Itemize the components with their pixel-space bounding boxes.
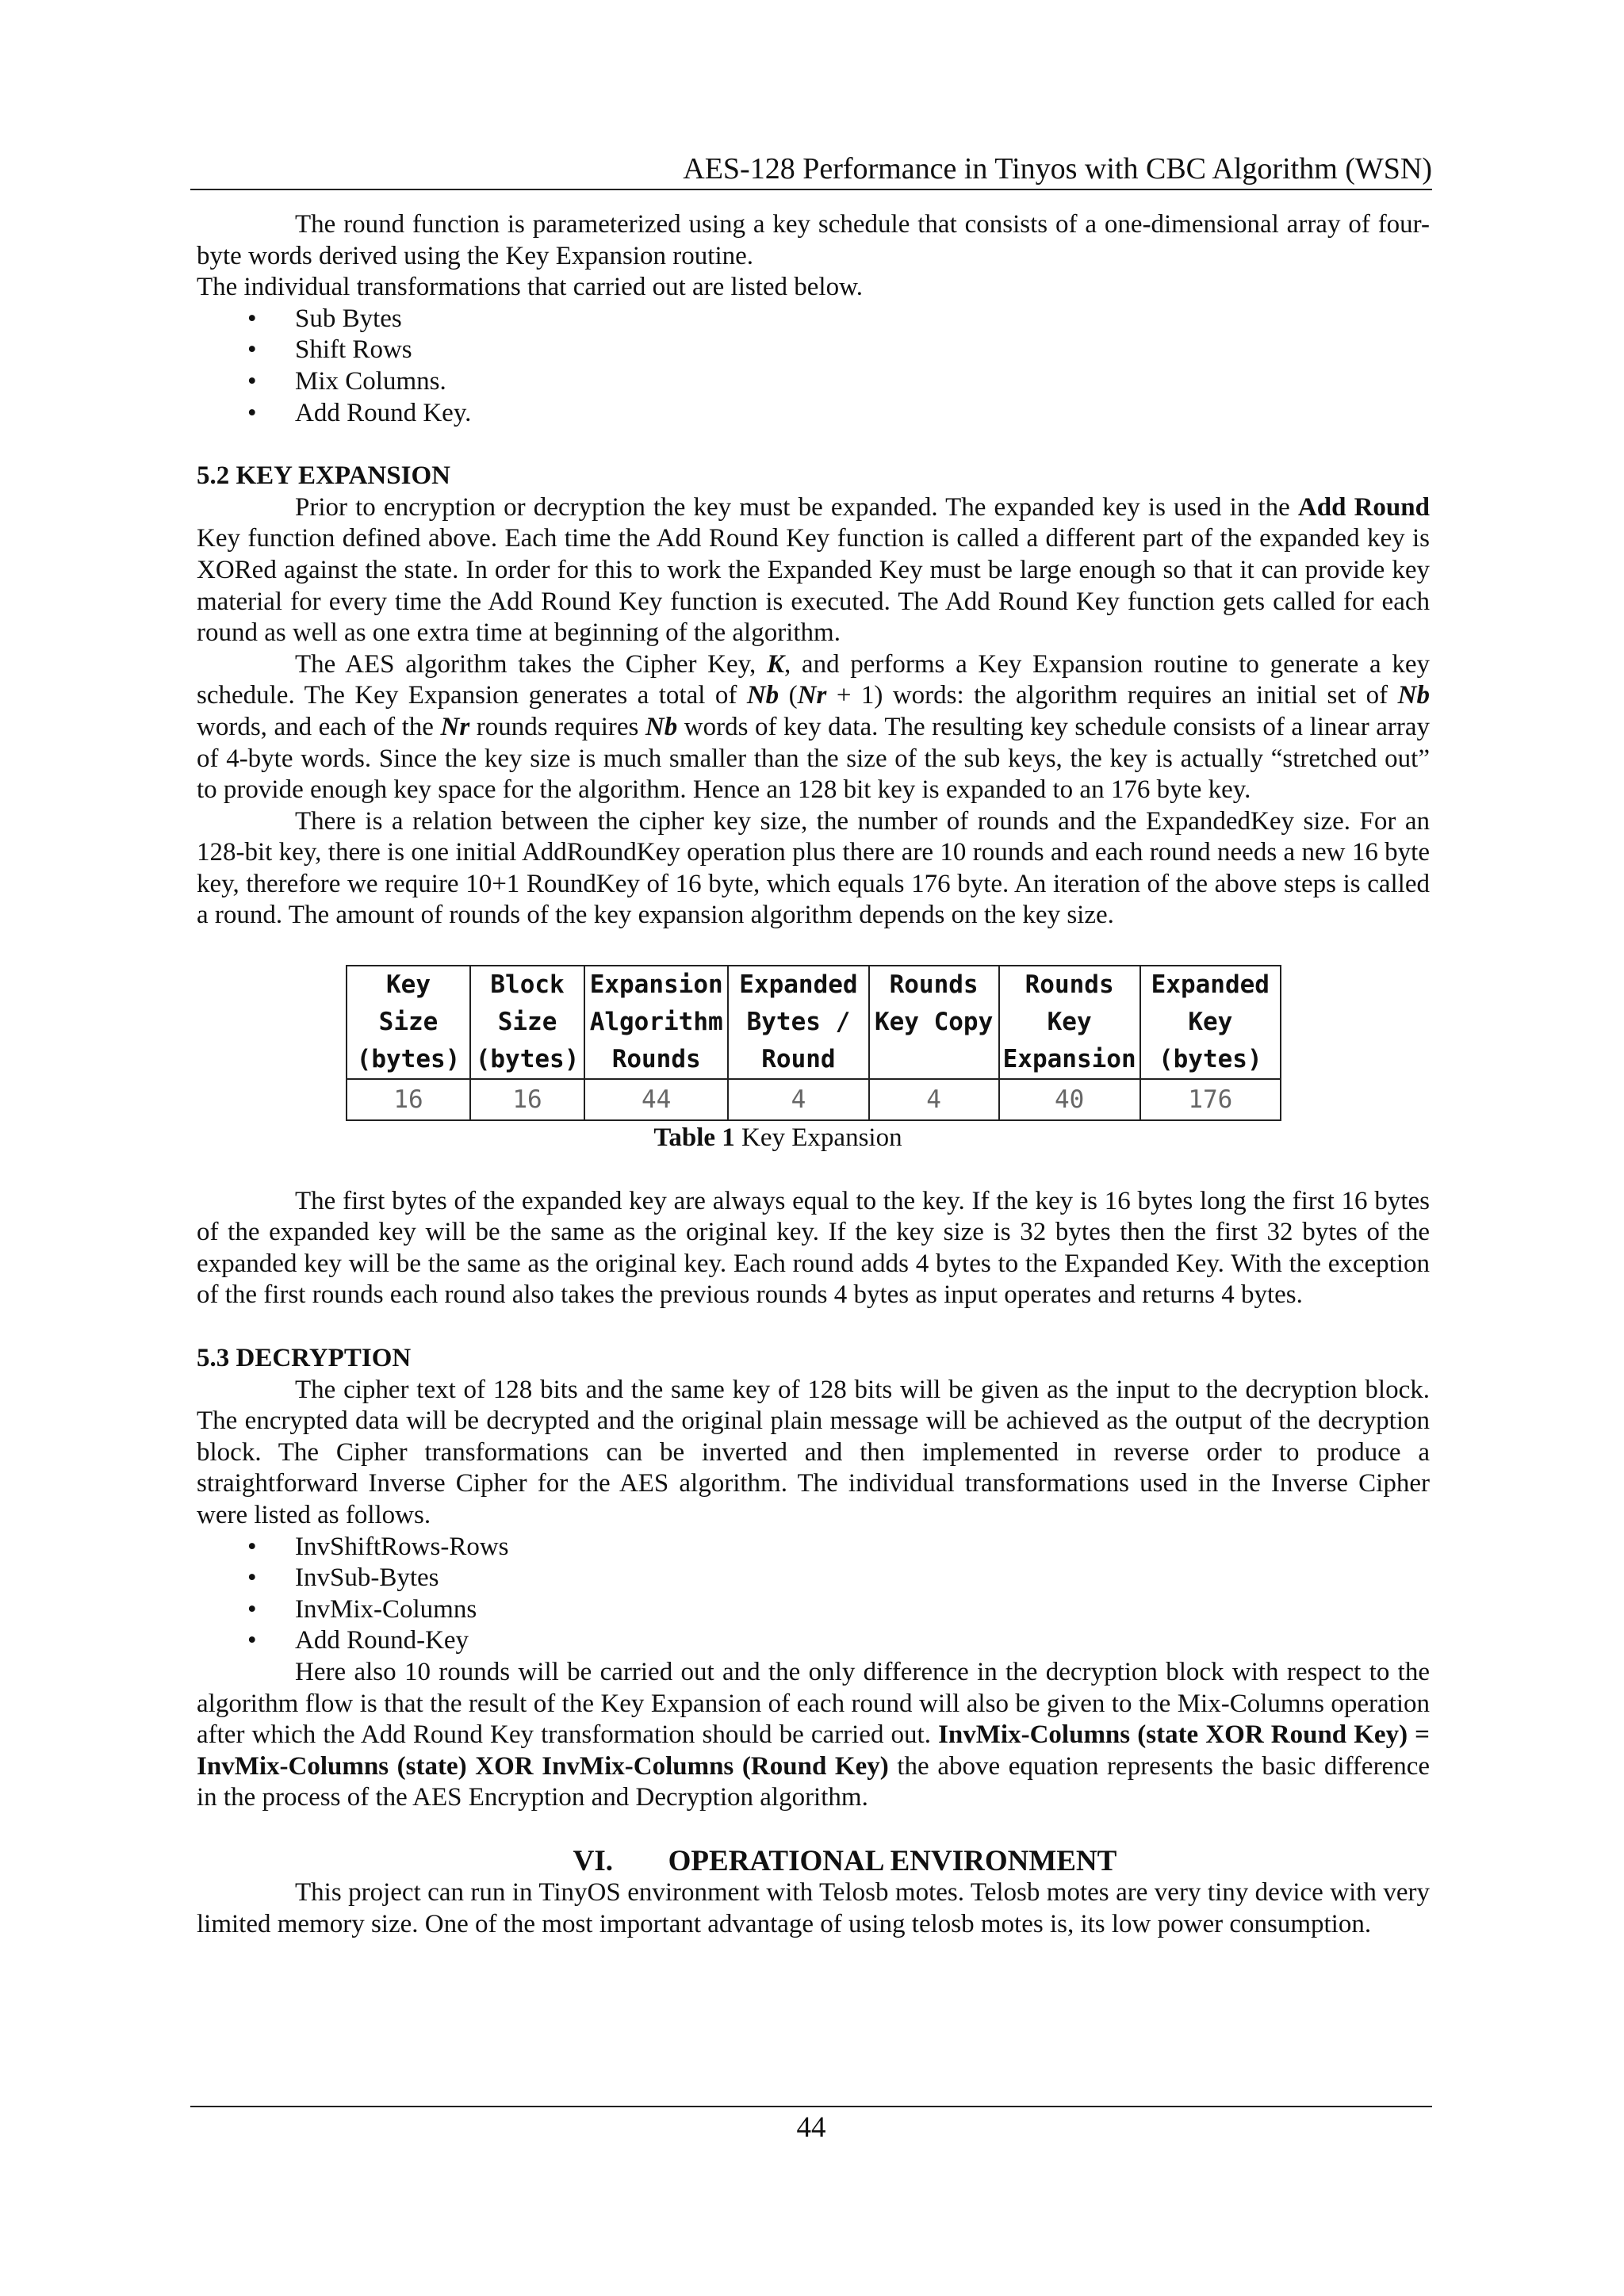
table-header-cell: Block Size (bytes) bbox=[470, 966, 584, 1079]
key-expansion-paragraph-3: There is a relation between the cipher key size, the number of rounds and the ExpandedKey size. For an 128-bit key, there is one initial AddRoundKey operation plus there are 10 rounds and each round needs a new 16 byte key, therefore we require 10+1 RoundKey of 16 byte, which equals 176 byte. An iteration of the above steps is called a round. The amount of rounds of the key expansion algorithm depends on the key size. bbox=[197, 806, 1430, 930]
table-header-cell: Rounds Key Copy bbox=[869, 966, 999, 1079]
bullet-icon: • bbox=[247, 335, 257, 365]
running-header: AES-128 Performance in Tinyos with CBC Algorithm (WSN) bbox=[190, 151, 1432, 190]
table-cell: 4 bbox=[869, 1079, 999, 1120]
list-item bbox=[197, 1563, 1430, 1594]
key-expansion-table bbox=[346, 965, 1281, 1121]
bullet-icon: • bbox=[247, 1563, 257, 1593]
key-expansion-paragraph-2: The AES algorithm takes the Cipher Key, K, and performs a Key Expansion routine to generate a key schedule. The Key Expansion generates a total of Nb (Nr + 1) words: the algorithm requires an initial set of Nb words, and each of the Nr rounds requires Nb words of key data. The resulting key schedule consists of a linear array of 4-byte words. Since the key size is much smaller than the size of the sub keys, the key is actually “stretched out” to provide enough key space for the algorithm. Hence an 128 bit key is expanded to an 176 byte key. bbox=[197, 649, 1431, 805]
bullet-icon: • bbox=[247, 366, 257, 396]
list-item bbox=[197, 304, 1430, 335]
table-header-cell: Expanded Bytes / Round bbox=[728, 966, 868, 1079]
list-item-label: Sub Bytes bbox=[295, 304, 402, 333]
list-item-label: InvSub-Bytes bbox=[295, 1563, 439, 1593]
page-body bbox=[197, 209, 1430, 1940]
list-item-label: InvMix-Columns bbox=[295, 1594, 477, 1624]
inverse-transformation-list bbox=[197, 1532, 1430, 1657]
table-cell: 16 bbox=[470, 1079, 584, 1120]
list-item-label: Add Round-Key bbox=[295, 1626, 469, 1655]
section-heading-decryption: 5.3 DECRYPTION bbox=[197, 1344, 412, 1373]
table-header-cell: Expansion Algorithm Rounds bbox=[584, 966, 728, 1079]
list-item bbox=[197, 398, 1430, 430]
bullet-icon: • bbox=[247, 398, 257, 427]
list-item-label: Shift Rows bbox=[295, 335, 412, 365]
table-cell: 16 bbox=[347, 1079, 470, 1120]
bullet-icon: • bbox=[247, 1594, 257, 1624]
intro-paragraph-2: The individual transformations that carried out are listed below. bbox=[197, 273, 864, 302]
table-header-cell: Rounds Key Expansion bbox=[999, 966, 1140, 1079]
bullet-icon: • bbox=[247, 1532, 257, 1561]
list-item bbox=[197, 1532, 1430, 1563]
list-item-label: Add Round Key. bbox=[295, 398, 472, 427]
list-item bbox=[197, 366, 1430, 398]
list-item bbox=[197, 335, 1430, 366]
list-item bbox=[197, 1625, 1430, 1657]
table-header-cell: Expanded Key (bytes) bbox=[1140, 966, 1281, 1079]
footer-rule bbox=[190, 2106, 1432, 2107]
section-heading-operational-environment: VI. OPERATIONAL ENVIRONMENT bbox=[573, 1844, 1117, 1877]
table-cell: 40 bbox=[999, 1079, 1140, 1120]
decryption-paragraph-2: Here also 10 rounds will be carried out and the only difference in the decryption block with respect to the algorithm flow is that the result of the Key Expansion of each round will also be given to the Mix-Columns operation after which the Add Round Key transformation should be carried out. InvMix-Columns (state XOR Round Key) = InvMix-Columns (state) XOR InvMix-Columns (Round Key) the above equation represents the basic difference in the process of the AES Encryption and Decryption algorithm. bbox=[197, 1657, 1430, 1812]
list-item-label: Mix Columns. bbox=[295, 366, 446, 396]
table-row bbox=[347, 1079, 1281, 1120]
key-expansion-paragraph-4: The first bytes of the expanded key are always equal to the key. If the key is 16 bytes long the first 16 bytes of the expanded key will be the same as the original key. If the key size is 32 bytes then the first 32 bytes of the expanded key will be the same as the original key. Each round adds 4 bytes to the Expanded Key. With the exception of the first rounds each round also takes the previous rounds 4 bytes as input operates and returns 4 bytes. bbox=[197, 1186, 1430, 1310]
bullet-icon: • bbox=[247, 304, 257, 333]
key-expansion-table-wrap bbox=[346, 965, 1281, 1154]
bullet-icon: • bbox=[247, 1626, 257, 1655]
table-header-row bbox=[347, 966, 1281, 1079]
table-cell: 176 bbox=[1140, 1079, 1281, 1120]
transformation-list bbox=[197, 304, 1430, 429]
operational-environment-paragraph: This project can run in TinyOS environment with Telosb motes. Telosb motes are very tiny device with very limited memory size. One of the most important advantage of using telosb motes is, its low power consumption. bbox=[197, 1877, 1430, 1938]
table-cell: 44 bbox=[584, 1079, 728, 1120]
list-item-label: InvShiftRows-Rows bbox=[295, 1532, 509, 1561]
table-caption: Table 1 Key Expansion bbox=[653, 1123, 902, 1153]
key-expansion-paragraph-1: Prior to encryption or decryption the key must be expanded. The expanded key is used in the Add Round Key function defined above. Each time the Add Round Key function is called a different part of the expanded key is XORed against the state. In order for this to work the Expanded Key must be large enough so that it can provide key material for every time the Add Round Key function is executed. The Add Round Key function gets called for each round as well as one extra time at beginning of the algorithm. bbox=[197, 492, 1430, 648]
page-number: 44 bbox=[796, 2111, 826, 2144]
list-item bbox=[197, 1594, 1430, 1626]
section-heading-key-expansion: 5.2 KEY EXPANSION bbox=[197, 461, 450, 491]
intro-paragraph: The round function is parameterized using a key schedule that consists of a one-dimensional array of four-byte words derived using the Key Expansion routine. bbox=[197, 210, 1430, 270]
table-cell: 4 bbox=[728, 1079, 868, 1120]
table-header-cell: Key Size (bytes) bbox=[347, 966, 470, 1079]
decryption-paragraph-1: The cipher text of 128 bits and the same key of 128 bits will be given as the input to the decryption block. The encrypted data will be decrypted and the original plain message will be achieved as the output of the decryption block. The Cipher transformations can be inverted and then implemented in reverse order to produce a straightforward Inverse Cipher for the AES algorithm. The individual transformations used in the Inverse Cipher were listed as follows. bbox=[197, 1375, 1430, 1529]
